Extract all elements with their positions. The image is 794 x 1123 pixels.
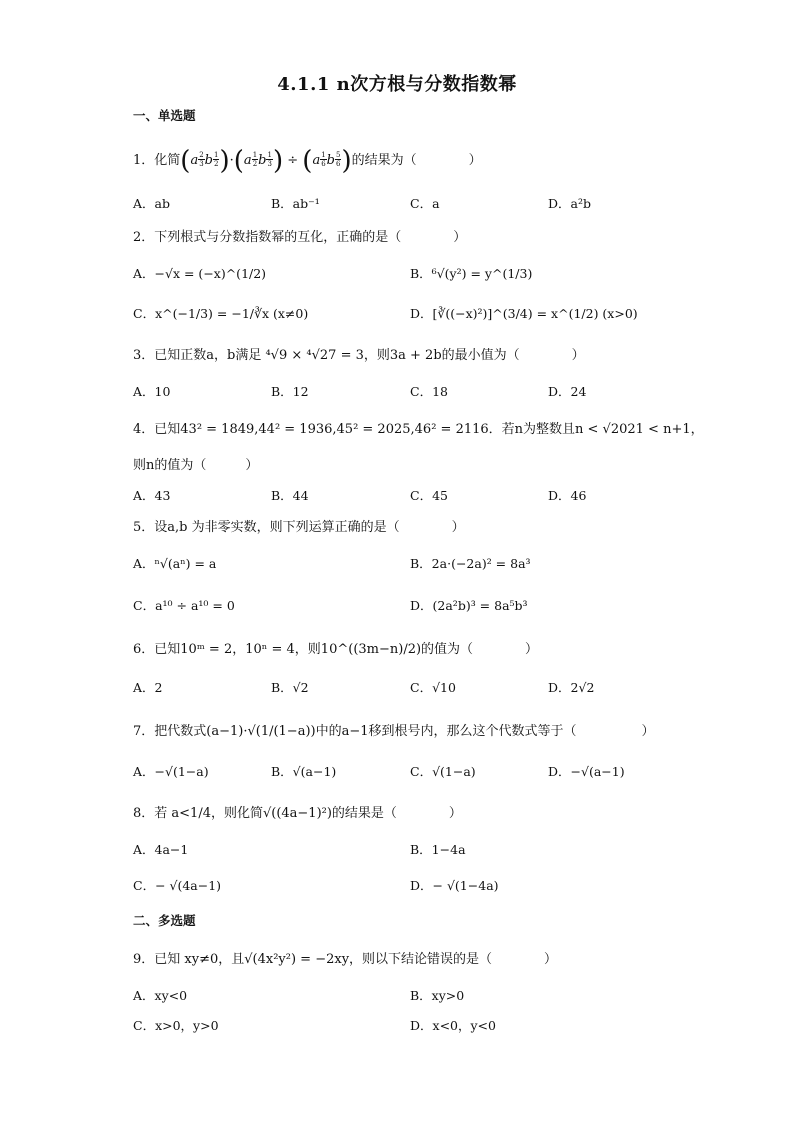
q1-option-a: A．ab (133, 196, 170, 211)
q1-option-c: C．a (410, 196, 440, 211)
question-1-prefix: 1．化简 (133, 153, 181, 168)
question-9: 9．已知 xy≠0，且√(4x²y²) = −2xy，则以下结论错误的是（ ） (133, 952, 558, 967)
question-3: 3．已知正数a，b满足 ⁴√9 × ⁴√27 = 3，则3a + 2b的最小值为（ ） (133, 348, 585, 363)
question-4-continued: 则n的值为（ ） (133, 458, 259, 473)
q9-option-d: D．x<0，y<0 (410, 1018, 496, 1033)
question-1-expression: (a $\frac{2}{3}$ b $\frac{1}{2}$ )·(a $\frac{1}{2}$ b $\frac{1}{3}$ ) ÷ (a $\frac{1}{6}$ b $\frac{5}{6}$ ) (180, 146, 352, 176)
q7-option-d: D．−√(a−1) (548, 764, 625, 779)
section-single-choice: 一、单选题 (133, 108, 196, 123)
q9-option-b: B．xy>0 (410, 988, 465, 1003)
question-7: 7．把代数式(a−1)·√(1/(1−a))中的a−1移到根号内，那么这个代数式等于（ ） (133, 724, 655, 739)
question-4: 4．已知43² = 1849,44² = 1936,45² = 2025,46² = 2116．若n为整数且n < √2021 < n+1， (133, 422, 704, 437)
q2-option-d: D．[∛((−x)²)]^(3/4) = x^(1/2) (x>0) (410, 306, 638, 321)
section-multiple-choice: 二、多选题 (133, 913, 196, 928)
q5-option-d: D．(2a²b)³ = 8a⁵b³ (410, 598, 528, 613)
q1-option-b: B．ab⁻¹ (271, 196, 320, 211)
q5-option-b: B．2a·(−2a)² = 8a³ (410, 556, 531, 571)
q2-option-c: C．x^(−1/3) = −1/∛x (x≠0) (133, 306, 309, 321)
q3-option-d: D．24 (548, 384, 587, 399)
q8-option-a: A．4a−1 (133, 842, 189, 857)
q3-option-a: A．10 (133, 384, 171, 399)
q3-option-c: C．18 (410, 384, 448, 399)
question-1-suffix: 的结果为（ ） (351, 153, 482, 168)
question-6: 6．已知10ᵐ = 2，10ⁿ = 4，则10^((3m−n)/2)的值为（ ） (133, 642, 539, 657)
q4-option-b: B．44 (271, 488, 309, 503)
q8-option-b: B．1−4a (410, 842, 466, 857)
q4-option-c: C．45 (410, 488, 448, 503)
page-title: 4.1.1 n次方根与分数指数幂 (277, 74, 517, 95)
q5-option-c: C．a¹⁰ ÷ a¹⁰ = 0 (133, 598, 235, 613)
q9-option-c: C．x>0，y>0 (133, 1018, 219, 1033)
q4-option-a: A．43 (133, 488, 171, 503)
question-5: 5．设a,b 为非零实数，则下列运算正确的是（ ） (133, 520, 465, 535)
question-2: 2．下列根式与分数指数幂的互化，正确的是（ ） (133, 230, 467, 245)
q7-option-b: B．√(a−1) (271, 764, 337, 779)
question-8: 8．若 a<1/4，则化简√((4a−1)²)的结果是（ ） (133, 806, 462, 821)
q8-option-d: D．− √(1−4a) (410, 878, 499, 893)
q6-option-b: B．√2 (271, 680, 309, 695)
q2-option-a: A．−√x = (−x)^(1/2) (133, 266, 267, 281)
q2-option-b: B．⁶√(y²) = y^(1/3) (410, 266, 533, 281)
q5-option-a: A．ⁿ√(aⁿ) = a (133, 556, 217, 571)
q7-option-c: C．√(1−a) (410, 764, 476, 779)
q6-option-c: C．√10 (410, 680, 456, 695)
question-1 (133, 146, 482, 176)
q6-option-a: A．2 (133, 680, 163, 695)
q4-option-d: D．46 (548, 488, 587, 503)
q7-option-a: A．−√(1−a) (133, 764, 209, 779)
q1-option-d: D．a²b (548, 196, 591, 211)
q9-option-a: A．xy<0 (133, 988, 188, 1003)
q6-option-d: D．2√2 (548, 680, 595, 695)
q8-option-c: C．− √(4a−1) (133, 878, 222, 893)
q3-option-b: B．12 (271, 384, 309, 399)
